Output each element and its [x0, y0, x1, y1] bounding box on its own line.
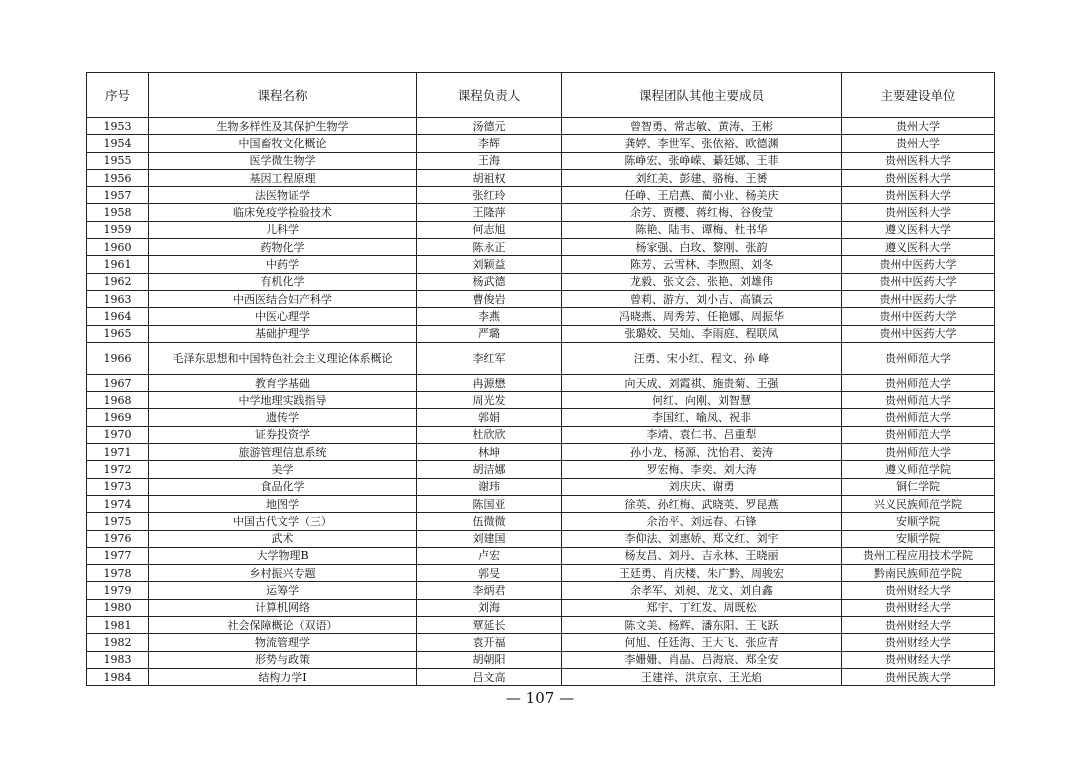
cell-serial-number: 1965	[87, 325, 149, 342]
cell-course-leader: 张红玲	[417, 187, 562, 204]
cell-course-name: 计算机网络	[149, 599, 417, 616]
cell-serial-number: 1957	[87, 187, 149, 204]
table-row	[87, 308, 995, 325]
header-main-unit: 主要建设单位	[842, 73, 995, 118]
header-course-name: 课程名称	[149, 73, 417, 118]
table-row	[87, 668, 995, 685]
table-row	[87, 634, 995, 651]
cell-serial-number: 1963	[87, 290, 149, 307]
table-row	[87, 239, 995, 256]
cell-serial-number: 1977	[87, 547, 149, 564]
cell-course-name: 基因工程原理	[149, 169, 417, 186]
cell-course-leader: 郭娟	[417, 409, 562, 426]
cell-main-unit: 贵州财经大学	[842, 599, 995, 616]
cell-course-name: 中国古代文学（三）	[149, 513, 417, 530]
cell-main-unit: 贵州民族大学	[842, 668, 995, 685]
cell-team-members: 龚婷、李世军、张依裕、欧德渊	[562, 135, 842, 152]
cell-course-leader: 刘建国	[417, 530, 562, 547]
cell-course-leader: 曹俊岩	[417, 290, 562, 307]
cell-serial-number: 1978	[87, 565, 149, 582]
cell-serial-number: 1984	[87, 668, 149, 685]
cell-main-unit: 贵州大学	[842, 118, 995, 135]
cell-serial-number: 1960	[87, 239, 149, 256]
cell-team-members: 陈峥宏、张峥嵘、綦廷娜、王菲	[562, 152, 842, 169]
cell-course-leader: 汤德元	[417, 118, 562, 135]
cell-serial-number: 1954	[87, 135, 149, 152]
cell-main-unit: 贵州医科大学	[842, 187, 995, 204]
cell-main-unit: 铜仁学院	[842, 478, 995, 495]
cell-team-members: 王建祥、洪京京、王光焰	[562, 668, 842, 685]
cell-course-name: 医学微生物学	[149, 152, 417, 169]
cell-team-members: 向天成、刘霞祺、施贵菊、王强	[562, 374, 842, 391]
cell-serial-number: 1969	[87, 409, 149, 426]
table-row	[87, 169, 995, 186]
cell-course-leader: 胡祖权	[417, 169, 562, 186]
cell-course-name: 教育学基础	[149, 374, 417, 391]
cell-team-members: 汪勇、宋小红、程文、孙 峰	[562, 342, 842, 374]
cell-course-name: 中医心理学	[149, 308, 417, 325]
cell-main-unit: 贵州中医药大学	[842, 290, 995, 307]
cell-serial-number: 1981	[87, 617, 149, 634]
table-row	[87, 392, 995, 409]
cell-main-unit: 贵州医科大学	[842, 152, 995, 169]
table-row	[87, 547, 995, 564]
cell-course-leader: 王海	[417, 152, 562, 169]
cell-serial-number: 1953	[87, 118, 149, 135]
cell-course-leader: 李燕	[417, 308, 562, 325]
cell-course-leader: 陈国亚	[417, 495, 562, 512]
cell-course-name: 中国畜牧文化概论	[149, 135, 417, 152]
cell-main-unit: 贵州财经大学	[842, 651, 995, 668]
cell-main-unit: 贵州财经大学	[842, 617, 995, 634]
cell-course-name: 中学地理实践指导	[149, 392, 417, 409]
cell-course-name: 中药学	[149, 256, 417, 273]
cell-team-members: 杨友昌、刘丹、吉永林、王晓丽	[562, 547, 842, 564]
cell-serial-number: 1982	[87, 634, 149, 651]
table-header	[87, 73, 995, 118]
cell-main-unit: 遵义医科大学	[842, 239, 995, 256]
table-row	[87, 582, 995, 599]
table-row	[87, 152, 995, 169]
cell-serial-number: 1971	[87, 444, 149, 461]
table-row	[87, 565, 995, 582]
table-row	[87, 325, 995, 342]
cell-serial-number: 1976	[87, 530, 149, 547]
cell-serial-number: 1966	[87, 342, 149, 374]
cell-main-unit: 贵州医科大学	[842, 204, 995, 221]
cell-course-leader: 刘颖益	[417, 256, 562, 273]
cell-serial-number: 1968	[87, 392, 149, 409]
cell-course-name: 药物化学	[149, 239, 417, 256]
table-row	[87, 409, 995, 426]
header-row	[87, 73, 995, 118]
cell-main-unit: 贵州中医药大学	[842, 256, 995, 273]
cell-main-unit: 贵州医科大学	[842, 169, 995, 186]
cell-main-unit: 贵州师范大学	[842, 409, 995, 426]
cell-course-leader: 林坤	[417, 444, 562, 461]
cell-serial-number: 1980	[87, 599, 149, 616]
cell-team-members: 陈文美、杨辉、潘东阳、王飞跃	[562, 617, 842, 634]
cell-course-name: 证券投资学	[149, 426, 417, 443]
cell-serial-number: 1974	[87, 495, 149, 512]
cell-course-leader: 吕文高	[417, 668, 562, 685]
cell-course-leader: 周光发	[417, 392, 562, 409]
cell-course-name: 美学	[149, 461, 417, 478]
cell-team-members: 杨家强、白玫、黎刚、张韵	[562, 239, 842, 256]
cell-course-leader: 何志旭	[417, 221, 562, 238]
cell-course-leader: 李辉	[417, 135, 562, 152]
cell-team-members: 李国红、喻凤、祝非	[562, 409, 842, 426]
cell-course-name: 结构力学I	[149, 668, 417, 685]
table-row	[87, 530, 995, 547]
cell-main-unit: 贵州中医药大学	[842, 273, 995, 290]
cell-team-members: 任峥、王启燕、蔺小业、杨美庆	[562, 187, 842, 204]
course-table	[86, 72, 995, 686]
table-row	[87, 374, 995, 391]
cell-team-members: 何红、向刚、刘智慧	[562, 392, 842, 409]
cell-course-leader: 胡洁娜	[417, 461, 562, 478]
cell-course-leader: 李炳君	[417, 582, 562, 599]
cell-main-unit: 贵州中医药大学	[842, 308, 995, 325]
cell-serial-number: 1958	[87, 204, 149, 221]
cell-serial-number: 1967	[87, 374, 149, 391]
cell-course-name: 运筹学	[149, 582, 417, 599]
table-row	[87, 256, 995, 273]
cell-main-unit: 贵州师范大学	[842, 342, 995, 374]
cell-course-name: 物流管理学	[149, 634, 417, 651]
cell-serial-number: 1955	[87, 152, 149, 169]
table-row	[87, 617, 995, 634]
cell-course-leader: 杜欣欣	[417, 426, 562, 443]
cell-course-name: 遗传学	[149, 409, 417, 426]
cell-course-leader: 王隆萍	[417, 204, 562, 221]
cell-main-unit: 遵义师范学院	[842, 461, 995, 478]
cell-main-unit: 贵州师范大学	[842, 426, 995, 443]
cell-course-leader: 李红军	[417, 342, 562, 374]
cell-course-leader: 伍微微	[417, 513, 562, 530]
cell-main-unit: 黔南民族师范学院	[842, 565, 995, 582]
cell-team-members: 王廷勇、肖庆楼、朱广黔、周骏宏	[562, 565, 842, 582]
table-row	[87, 444, 995, 461]
cell-course-leader: 胡朝阳	[417, 651, 562, 668]
cell-team-members: 陈艳、陆韦、谭梅、杜书华	[562, 221, 842, 238]
cell-course-leader: 郭旻	[417, 565, 562, 582]
cell-course-name: 临床免疫学检验技术	[149, 204, 417, 221]
cell-main-unit: 贵州大学	[842, 135, 995, 152]
table-row	[87, 221, 995, 238]
cell-main-unit: 贵州师范大学	[842, 374, 995, 391]
cell-team-members: 刘庆庆、谢勇	[562, 478, 842, 495]
cell-course-leader: 冉源懋	[417, 374, 562, 391]
cell-course-leader: 覃延长	[417, 617, 562, 634]
table-row	[87, 273, 995, 290]
cell-serial-number: 1964	[87, 308, 149, 325]
cell-course-name: 形势与政策	[149, 651, 417, 668]
cell-team-members: 李姗姗、肖晶、吕海宸、郑全安	[562, 651, 842, 668]
cell-team-members: 徐英、孙红梅、武晓英、罗昆燕	[562, 495, 842, 512]
cell-main-unit: 兴义民族师范学院	[842, 495, 995, 512]
cell-main-unit: 贵州财经大学	[842, 634, 995, 651]
page-number: — 107 —	[505, 689, 575, 707]
cell-team-members: 龙毅、张文会、张艳、刘雄伟	[562, 273, 842, 290]
table-row	[87, 187, 995, 204]
cell-course-name: 乡村振兴专题	[149, 565, 417, 582]
cell-course-leader: 陈永正	[417, 239, 562, 256]
cell-main-unit: 贵州师范大学	[842, 392, 995, 409]
cell-course-name: 社会保障概论（双语）	[149, 617, 417, 634]
cell-course-leader: 谢玮	[417, 478, 562, 495]
table-row	[87, 495, 995, 512]
table-body	[87, 118, 995, 686]
cell-team-members: 冯晓燕、周秀芳、任艳娜、周振华	[562, 308, 842, 325]
cell-team-members: 曾莉、游方、刘小吉、高镇云	[562, 290, 842, 307]
cell-team-members: 孙小龙、杨源、沈怡君、姜涛	[562, 444, 842, 461]
table-row	[87, 204, 995, 221]
cell-team-members: 陈芳、云雪林、李煦照、刘冬	[562, 256, 842, 273]
cell-course-leader: 杨武德	[417, 273, 562, 290]
cell-serial-number: 1975	[87, 513, 149, 530]
cell-serial-number: 1959	[87, 221, 149, 238]
cell-serial-number: 1983	[87, 651, 149, 668]
cell-serial-number: 1970	[87, 426, 149, 443]
cell-course-name: 基础护理学	[149, 325, 417, 342]
cell-course-leader: 袁开福	[417, 634, 562, 651]
cell-serial-number: 1962	[87, 273, 149, 290]
cell-team-members: 刘红美、彭建、骆梅、王赟	[562, 169, 842, 186]
table-row	[87, 513, 995, 530]
cell-team-members: 张璐姣、吴灿、李雨庭、程联凤	[562, 325, 842, 342]
cell-main-unit: 贵州师范大学	[842, 444, 995, 461]
table-row	[87, 478, 995, 495]
cell-course-leader: 严璐	[417, 325, 562, 342]
table-row	[87, 651, 995, 668]
cell-team-members: 余孝军、刘昶、龙文、刘自鑫	[562, 582, 842, 599]
cell-serial-number: 1956	[87, 169, 149, 186]
table-row	[87, 290, 995, 307]
cell-course-name: 儿科学	[149, 221, 417, 238]
cell-serial-number: 1973	[87, 478, 149, 495]
table-row	[87, 599, 995, 616]
cell-main-unit: 贵州中医药大学	[842, 325, 995, 342]
cell-team-members: 郑宇、丁红发、周既松	[562, 599, 842, 616]
cell-course-name: 生物多样性及其保护生物学	[149, 118, 417, 135]
table-row	[87, 461, 995, 478]
cell-main-unit: 安顺学院	[842, 513, 995, 530]
cell-serial-number: 1972	[87, 461, 149, 478]
cell-team-members: 余芳、贾樱、蒋红梅、谷俊莹	[562, 204, 842, 221]
table-row	[87, 426, 995, 443]
cell-course-name: 地图学	[149, 495, 417, 512]
cell-course-name: 法医物证学	[149, 187, 417, 204]
cell-main-unit: 贵州工程应用技术学院	[842, 547, 995, 564]
cell-team-members: 余治平、刘远春、石锋	[562, 513, 842, 530]
table-row	[87, 135, 995, 152]
cell-course-name: 食品化学	[149, 478, 417, 495]
cell-main-unit: 贵州财经大学	[842, 582, 995, 599]
cell-course-name: 旅游管理信息系统	[149, 444, 417, 461]
cell-course-leader: 卢宏	[417, 547, 562, 564]
table-row	[87, 342, 995, 374]
cell-course-leader: 刘海	[417, 599, 562, 616]
cell-course-name: 武术	[149, 530, 417, 547]
cell-team-members: 罗宏梅、李奕、刘大涛	[562, 461, 842, 478]
cell-team-members: 李靖、袁仁书、吕重犁	[562, 426, 842, 443]
cell-team-members: 李仰法、刘惠娇、郑文红、刘宇	[562, 530, 842, 547]
cell-main-unit: 遵义医科大学	[842, 221, 995, 238]
header-serial-number: 序号	[87, 73, 149, 118]
header-team-members: 课程团队其他主要成员	[562, 73, 842, 118]
cell-course-name: 有机化学	[149, 273, 417, 290]
cell-team-members: 何旭、任廷海、王大飞、张应青	[562, 634, 842, 651]
cell-serial-number: 1961	[87, 256, 149, 273]
header-course-leader: 课程负责人	[417, 73, 562, 118]
cell-course-name: 毛泽东思想和中国特色社会主义理论体系概论	[149, 342, 417, 374]
cell-serial-number: 1979	[87, 582, 149, 599]
cell-team-members: 曾智勇、常志敏、黄涛、王彬	[562, 118, 842, 135]
cell-main-unit: 安顺学院	[842, 530, 995, 547]
cell-course-name: 中西医结合妇产科学	[149, 290, 417, 307]
table-row	[87, 118, 995, 135]
cell-course-name: 大学物理B	[149, 547, 417, 564]
